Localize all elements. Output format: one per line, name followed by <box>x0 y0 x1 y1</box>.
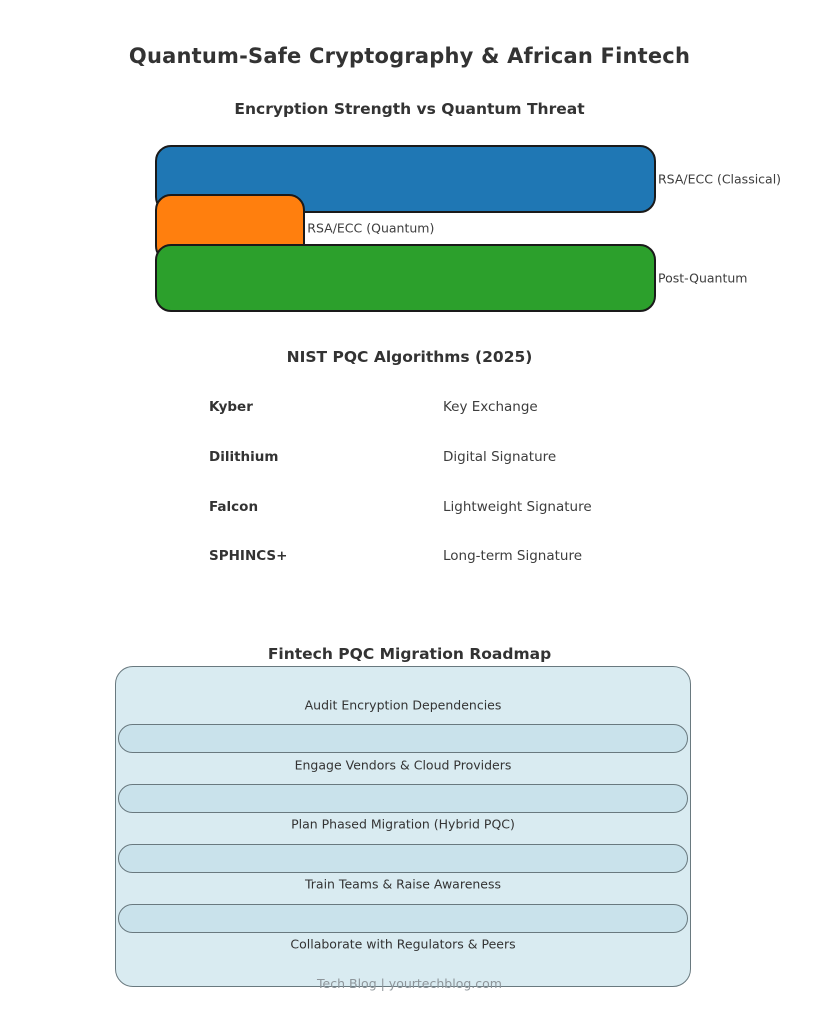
roadmap-step: Plan Phased Migration (Hybrid PQC) <box>291 816 515 832</box>
roadmap-divider-pill <box>118 784 688 813</box>
algorithm-purpose: Long-term Signature <box>443 548 583 565</box>
algorithm-name: Falcon <box>209 498 259 515</box>
algorithm-purpose: Key Exchange <box>443 399 538 415</box>
algorithm-name: Kyber <box>209 399 253 415</box>
roadmap-divider-pill <box>118 724 688 753</box>
roadmap-step: Collaborate with Regulators & Peers <box>290 936 516 952</box>
bar-3 <box>155 244 748 312</box>
bar-label: RSA/ECC (Classical) <box>658 171 782 187</box>
roadmap-step: Audit Encryption Dependencies <box>304 697 502 713</box>
page-title: Quantum-Safe Cryptography & African Fintech <box>128 44 691 68</box>
table-row <box>209 449 669 465</box>
table-row <box>209 499 669 515</box>
roadmap-step: Engage Vendors & Cloud Providers <box>294 757 512 773</box>
footer-credit: Tech Blog | yourtechblog.com <box>317 976 502 991</box>
roadmap-container <box>115 666 691 987</box>
encryption-bar-chart <box>0 0 819 340</box>
bar-label: Post-Quantum <box>658 270 748 286</box>
algorithm-purpose: Digital Signature <box>443 448 557 465</box>
bar-label: RSA/ECC (Quantum) <box>307 220 435 236</box>
algorithm-purpose: Lightweight Signature <box>443 498 592 515</box>
roadmap-divider-pill <box>118 844 688 873</box>
chart-title: Encryption Strength vs Quantum Threat <box>234 100 585 118</box>
table-row <box>209 399 669 415</box>
algorithm-name: Dilithium <box>209 448 279 465</box>
table-row <box>209 548 669 564</box>
table-title: NIST PQC Algorithms (2025) <box>286 348 533 366</box>
algorithm-name: SPHINCS+ <box>209 548 288 565</box>
roadmap-divider-pill <box>118 904 688 933</box>
roadmap-title: Fintech PQC Migration Roadmap <box>267 645 552 663</box>
roadmap-step: Train Teams & Raise Awareness <box>304 876 502 892</box>
